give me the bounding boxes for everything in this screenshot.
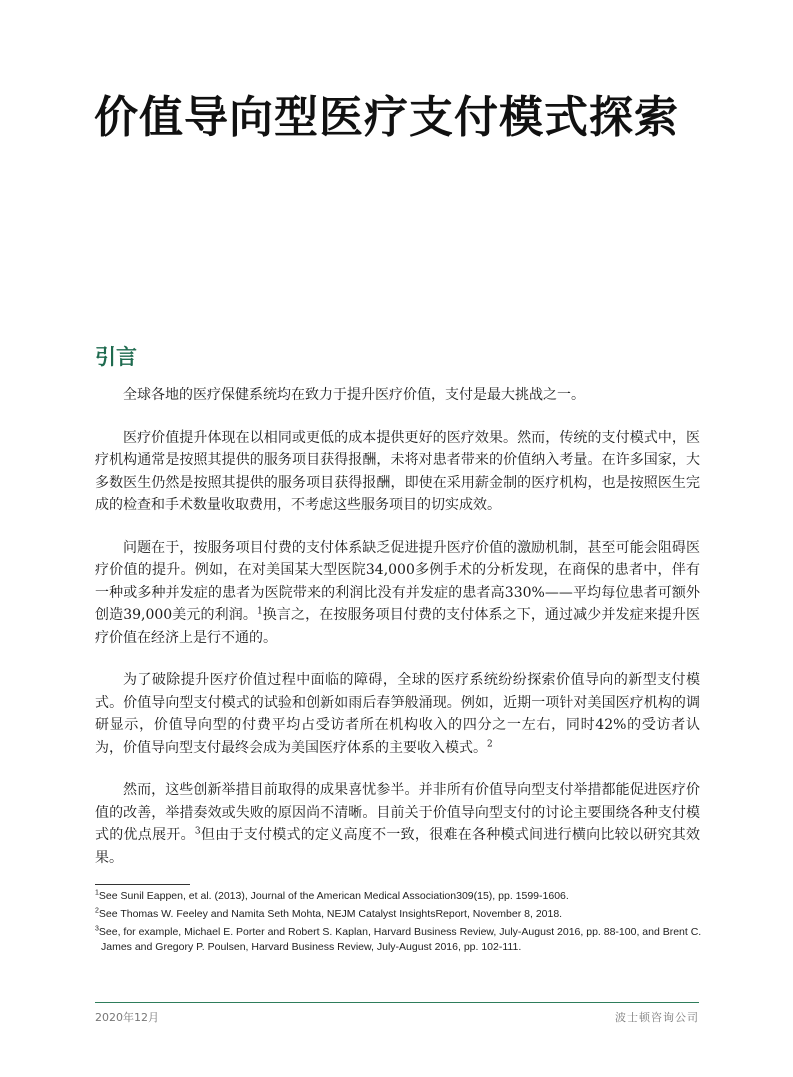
footnote-number: 3 bbox=[95, 925, 99, 933]
paragraph-text: 然而，这些创新举措目前取得的成果喜忧参半。并非所有价值导向型支付举措都能促进医疗价值的改善，举措奏效或失败的原因尚不清晰。目前关于价值导向型支付的讨论主要围绕各种支付模式的优点展开。 bbox=[95, 782, 700, 843]
footnote-ref[interactable]: 1 bbox=[256, 606, 263, 617]
footer-date: 2020年12月 bbox=[95, 1011, 159, 1024]
footnote-text: See Sunil Eappen, et al. (2013), Journal of the American Medical Association309(15), pp. 1599-1606. bbox=[98, 890, 569, 902]
footnote-divider bbox=[95, 884, 190, 885]
footnote bbox=[95, 925, 705, 955]
footnote bbox=[95, 889, 705, 904]
footer-company: 波士顿咨询公司 bbox=[615, 1011, 699, 1024]
footnote-number: 2 bbox=[95, 907, 99, 915]
paragraph-text: 问题在于，按服务项目付费的支付体系缺乏促进提升医疗价值的激励机制，甚至可能会阻碍医疗价值的提升。例如，在对美国某大型医院34,000多例手术的分析发现，在商保的患者中，伴有一种或多种并发症的患者为医院带来的利润比没有并发症的患者高330%——平均每位患者可额外创造39,000美元的利润。 bbox=[95, 539, 700, 623]
paragraph-text: 换言之，在按服务项目付费的支付体系之下，通过减少并发症来提升医疗价值在经济上是行不通的。 bbox=[95, 607, 700, 646]
paragraph bbox=[95, 669, 700, 759]
footnote-ref[interactable]: 3 bbox=[194, 826, 201, 837]
section-heading: 引言 bbox=[95, 344, 137, 369]
paragraph-text: 为了破除提升医疗价值过程中面临的障碍，全球的医疗系统纷纷探索价值导向的新型支付模式。价值导向型支付模式的试验和创新如雨后春笋般涌现。例如，近期一项针对美国医疗机构的调研显示，价值导向型的付费平均占受访者所在机构收入的四分之一左右，同时42%的受访者认为，价值导向型支付最终会成为美国医疗体系的主要收入模式。 bbox=[95, 672, 700, 756]
paragraph-text: 但由于支付模式的定义高度不一致，很难在各种模式间进行横向比较以研究其效果。 bbox=[95, 827, 701, 866]
paragraph-text: 全球各地的医疗保健系统均在致力于提升医疗价值，支付是最大挑战之一。 bbox=[123, 387, 585, 403]
paragraph-text: 医疗价值提升体现在以相同或更低的成本提供更好的医疗效果。然而，传统的支付模式中，医疗机构通常是按照其提供的服务项目获得报酬，未将对患者带来的价值纳入考量。在许多国家，大多数医生仍然是按照其提供的服务项目获得报酬，即使在采用薪金制的医疗机构，也是按照医生完成的检查和手术数量收取费用，不考虑这些服务项目的切实成效。 bbox=[95, 429, 700, 513]
footnote-ref[interactable]: 2 bbox=[487, 738, 493, 749]
footer-divider bbox=[95, 1002, 699, 1003]
footnote-number: 1 bbox=[95, 889, 99, 897]
paragraph bbox=[95, 779, 700, 869]
footnote bbox=[95, 907, 705, 922]
footnotes bbox=[95, 889, 705, 958]
paragraph bbox=[95, 427, 700, 517]
footnote-text: See, for example, Michael E. Porter and Robert S. Kaplan, Harvard Business Review, July-August 2016, pp. 88-100, and Brent C. James and Gregory P. Poulsen, Harvard Business Review, July-August 2016, pp. 102-111. bbox=[98, 926, 702, 953]
body-text bbox=[95, 384, 700, 889]
paragraph bbox=[95, 537, 700, 650]
footnote-text: See Thomas W. Feeley and Namita Seth Mohta, NEJM Catalyst InsightsReport, November 8, 2018. bbox=[98, 908, 563, 920]
page-title: 价值导向型医疗支付模式探索 bbox=[94, 92, 679, 143]
paragraph bbox=[95, 384, 700, 407]
